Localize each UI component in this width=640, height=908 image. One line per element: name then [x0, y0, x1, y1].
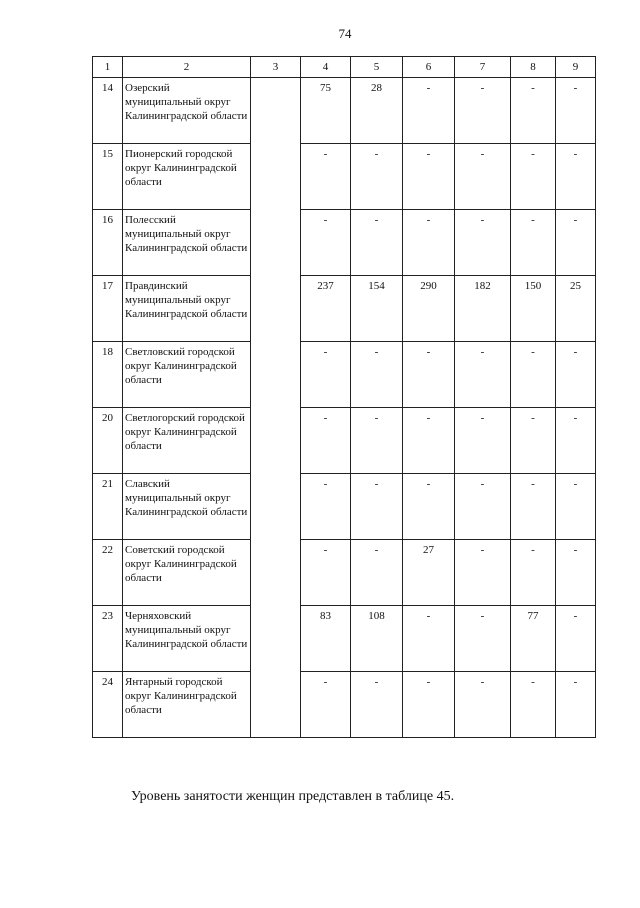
value-cell: -: [301, 144, 351, 210]
page-number: 74: [338, 26, 352, 41]
value-cell: 154: [351, 276, 403, 342]
table-row: [93, 474, 596, 540]
value-cell: -: [351, 474, 403, 540]
value-cell: -: [556, 144, 596, 210]
value-cell: -: [403, 606, 455, 672]
value-cell: -: [455, 540, 511, 606]
value-cell: -: [556, 474, 596, 540]
value-cell: 28: [351, 78, 403, 144]
value-cell: -: [511, 210, 556, 276]
column-header: 5: [351, 57, 403, 78]
table-row: [93, 408, 596, 474]
value-cell: -: [511, 342, 556, 408]
table-row: [93, 144, 596, 210]
row-number-cell: 21: [93, 474, 123, 540]
table-row: [93, 606, 596, 672]
column-header: 1: [93, 57, 123, 78]
column-3-cell: [251, 78, 301, 738]
value-cell: 237: [301, 276, 351, 342]
table-row: [93, 78, 596, 144]
district-name-cell: Озерский муниципальный округ Калининградской области: [123, 78, 251, 144]
column-header: 4: [301, 57, 351, 78]
value-cell: -: [511, 474, 556, 540]
value-cell: -: [556, 672, 596, 738]
data-table: [92, 56, 596, 738]
column-header: 6: [403, 57, 455, 78]
value-cell: -: [556, 606, 596, 672]
value-cell: -: [455, 342, 511, 408]
value-cell: 27: [403, 540, 455, 606]
value-cell: -: [301, 672, 351, 738]
value-cell: -: [556, 78, 596, 144]
row-number-cell: 20: [93, 408, 123, 474]
value-cell: 75: [301, 78, 351, 144]
district-name-cell: Правдинский муниципальный округ Калининградской области: [123, 276, 251, 342]
district-name-cell: Черняховский муниципальный округ Калининградской области: [123, 606, 251, 672]
value-cell: -: [455, 210, 511, 276]
district-name-cell: Советский городской округ Калининградской области: [123, 540, 251, 606]
table-row: [93, 210, 596, 276]
district-name-cell: Полесский муниципальный округ Калининградской области: [123, 210, 251, 276]
column-header: 8: [511, 57, 556, 78]
row-number-cell: 18: [93, 342, 123, 408]
value-cell: -: [455, 144, 511, 210]
value-cell: -: [301, 210, 351, 276]
column-header: 9: [556, 57, 596, 78]
row-number-cell: 23: [93, 606, 123, 672]
value-cell: -: [351, 342, 403, 408]
value-cell: 108: [351, 606, 403, 672]
table-row: [93, 672, 596, 738]
value-cell: -: [351, 144, 403, 210]
value-cell: -: [556, 540, 596, 606]
district-name-cell: Пионерский городской округ Калининградской области: [123, 144, 251, 210]
value-cell: -: [301, 408, 351, 474]
value-cell: -: [403, 78, 455, 144]
value-cell: -: [351, 672, 403, 738]
value-cell: 150: [511, 276, 556, 342]
value-cell: -: [301, 540, 351, 606]
district-name-cell: Славский муниципальный округ Калининградской области: [123, 474, 251, 540]
row-number-cell: 16: [93, 210, 123, 276]
value-cell: -: [403, 672, 455, 738]
value-cell: -: [556, 210, 596, 276]
table-row: [93, 342, 596, 408]
value-cell: -: [403, 474, 455, 540]
value-cell: -: [403, 210, 455, 276]
value-cell: -: [455, 474, 511, 540]
district-name-cell: Светлогорский городской округ Калининградской области: [123, 408, 251, 474]
column-header: 2: [123, 57, 251, 78]
table-header-row: [93, 57, 596, 78]
value-cell: 25: [556, 276, 596, 342]
value-cell: -: [301, 342, 351, 408]
row-number-cell: 17: [93, 276, 123, 342]
column-header: 3: [251, 57, 301, 78]
table-body: [93, 78, 596, 738]
value-cell: -: [351, 408, 403, 474]
value-cell: -: [511, 540, 556, 606]
table-row: [93, 276, 596, 342]
value-cell: -: [403, 144, 455, 210]
district-name-cell: Светловский городской округ Калининградской области: [123, 342, 251, 408]
value-cell: -: [511, 408, 556, 474]
column-header: 7: [455, 57, 511, 78]
value-cell: -: [455, 672, 511, 738]
value-cell: -: [511, 672, 556, 738]
value-cell: 290: [403, 276, 455, 342]
value-cell: 83: [301, 606, 351, 672]
footer-text: Уровень занятости женщин представлен в таблице 45.: [131, 789, 455, 804]
value-cell: -: [403, 408, 455, 474]
row-number-cell: 22: [93, 540, 123, 606]
value-cell: -: [403, 342, 455, 408]
value-cell: -: [511, 144, 556, 210]
value-cell: 77: [511, 606, 556, 672]
table-row: [93, 540, 596, 606]
row-number-cell: 24: [93, 672, 123, 738]
value-cell: -: [556, 342, 596, 408]
row-number-cell: 14: [93, 78, 123, 144]
value-cell: -: [511, 78, 556, 144]
value-cell: 182: [455, 276, 511, 342]
row-number-cell: 15: [93, 144, 123, 210]
district-name-cell: Янтарный городской округ Калининградской области: [123, 672, 251, 738]
value-cell: -: [301, 474, 351, 540]
value-cell: -: [455, 78, 511, 144]
value-cell: -: [351, 210, 403, 276]
value-cell: -: [455, 408, 511, 474]
value-cell: -: [351, 540, 403, 606]
value-cell: -: [455, 606, 511, 672]
value-cell: -: [556, 408, 596, 474]
